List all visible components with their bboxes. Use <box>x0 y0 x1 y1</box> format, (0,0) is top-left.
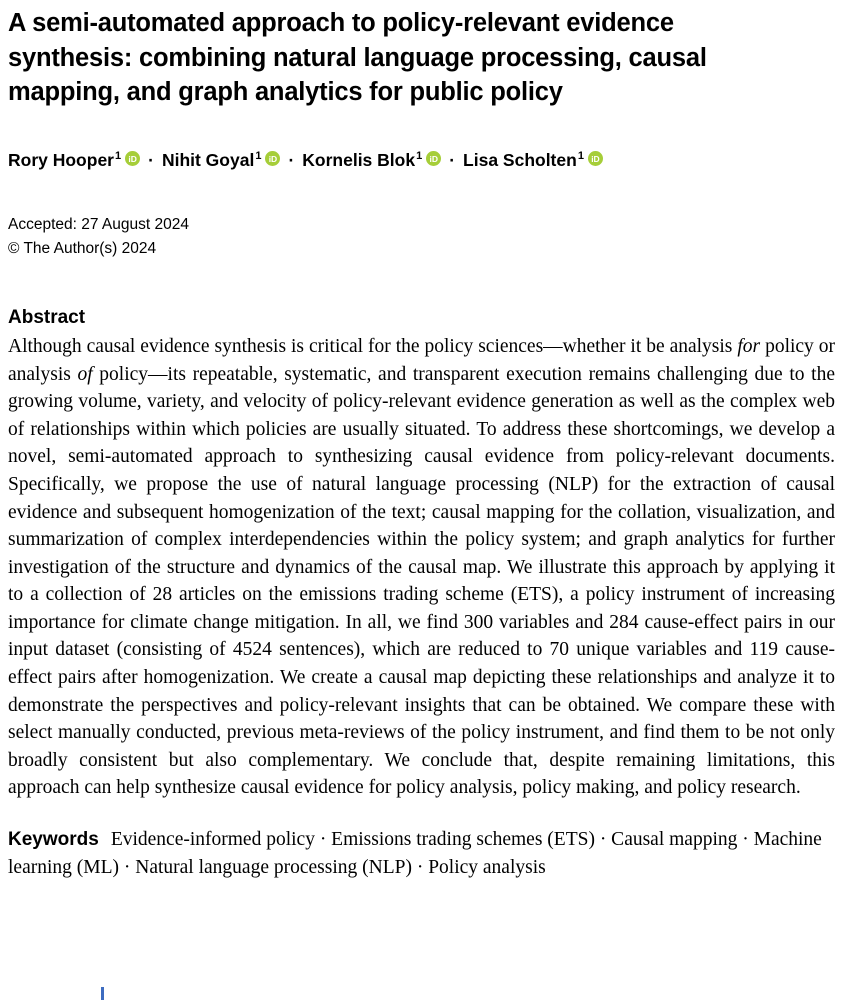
author-separator: · <box>288 150 295 171</box>
author-affiliation-sup: 1 <box>114 150 122 163</box>
author-3 <box>302 150 441 171</box>
author-affiliation-sup: 1 <box>416 150 423 163</box>
article-title: A semi-automated approach to policy-relevant evidence synthesis: combining natural language processing, causal mapping, and graph analytics for public policy <box>8 9 707 107</box>
orcid-icon[interactable]: iD <box>125 151 140 166</box>
keywords-section <box>8 826 835 883</box>
orcid-icon[interactable]: iD <box>588 151 603 166</box>
orcid-icon[interactable]: iD <box>265 151 280 166</box>
authors-row <box>8 150 835 171</box>
keywords-text: Evidence-informed policy · Emissions trading schemes (ETS) · Causal mapping · Machine learning (ML) · Natural language processing (NLP) · Policy analysis <box>8 828 822 879</box>
author-1 <box>8 150 140 171</box>
cropped-footnote-mark <box>101 987 104 1000</box>
publication-meta <box>8 213 835 261</box>
author-name: Nihit Goyal <box>161 150 255 171</box>
abstract-heading: Abstract <box>8 307 86 329</box>
author-name: Kornelis Blok <box>302 150 416 171</box>
author-name: Rory Hooper <box>8 150 114 171</box>
abstract-text: Although causal evidence synthesis is critical for the policy sciences—whether it be analysis for policy or analysis of policy—its repeatable, systematic, and transparent execution remains challenging due to the growing volume, variety, and velocity of policy-relevant evidence generation as well as the complex web of relationships within which policies are usually situated. To address these shortcomings, we develop a novel, semi-automated approach to synthesizing causal evidence from policy-relevant documents. Specifically, we propose the use of natural language processing (NLP) for the extraction of causal evidence and subsequent homogenization of the text; causal mapping for the collation, visualization, and summarization of complex interdependencies within the policy system; and graph analytics for further investigation of the structure and dynamics of the causal map. We illustrate this approach by applying it to a collection of 28 articles on the emissions trading scheme (ETS), a policy instrument of increasing importance for climate change mitigation. In all, we find 300 variables and 284 cause-effect pairs in our input dataset (consisting of 4524 sentences), which are reduced to 70 unique variables and 119 cause-effect pairs after homogenization. We create a causal map depicting these relationships and analyze it to demonstrate the perspectives and policy-relevant insights that can be obtained. We compare these with select manually conducted, previous meta-reviews of the policy instrument, and find them to be not only broadly consistent but also complementary. We conclude that, despite remaining limitations, this approach can help synthesize causal evidence for policy analysis, policy making, and policy research. <box>8 336 835 799</box>
author-separator: · <box>449 150 456 171</box>
author-name: Lisa Scholten <box>463 150 577 171</box>
author-4 <box>463 150 603 171</box>
author-separator: · <box>148 150 154 171</box>
keywords-label: Keywords <box>8 828 99 850</box>
author-affiliation-sup: 1 <box>255 150 262 163</box>
author-affiliation-sup: 1 <box>577 150 584 163</box>
author-2 <box>162 150 281 171</box>
copyright-notice: © The Author(s) 2024 <box>8 240 157 258</box>
accepted-date: Accepted: 27 August 2024 <box>8 216 189 234</box>
orcid-icon[interactable]: iD <box>426 151 441 166</box>
